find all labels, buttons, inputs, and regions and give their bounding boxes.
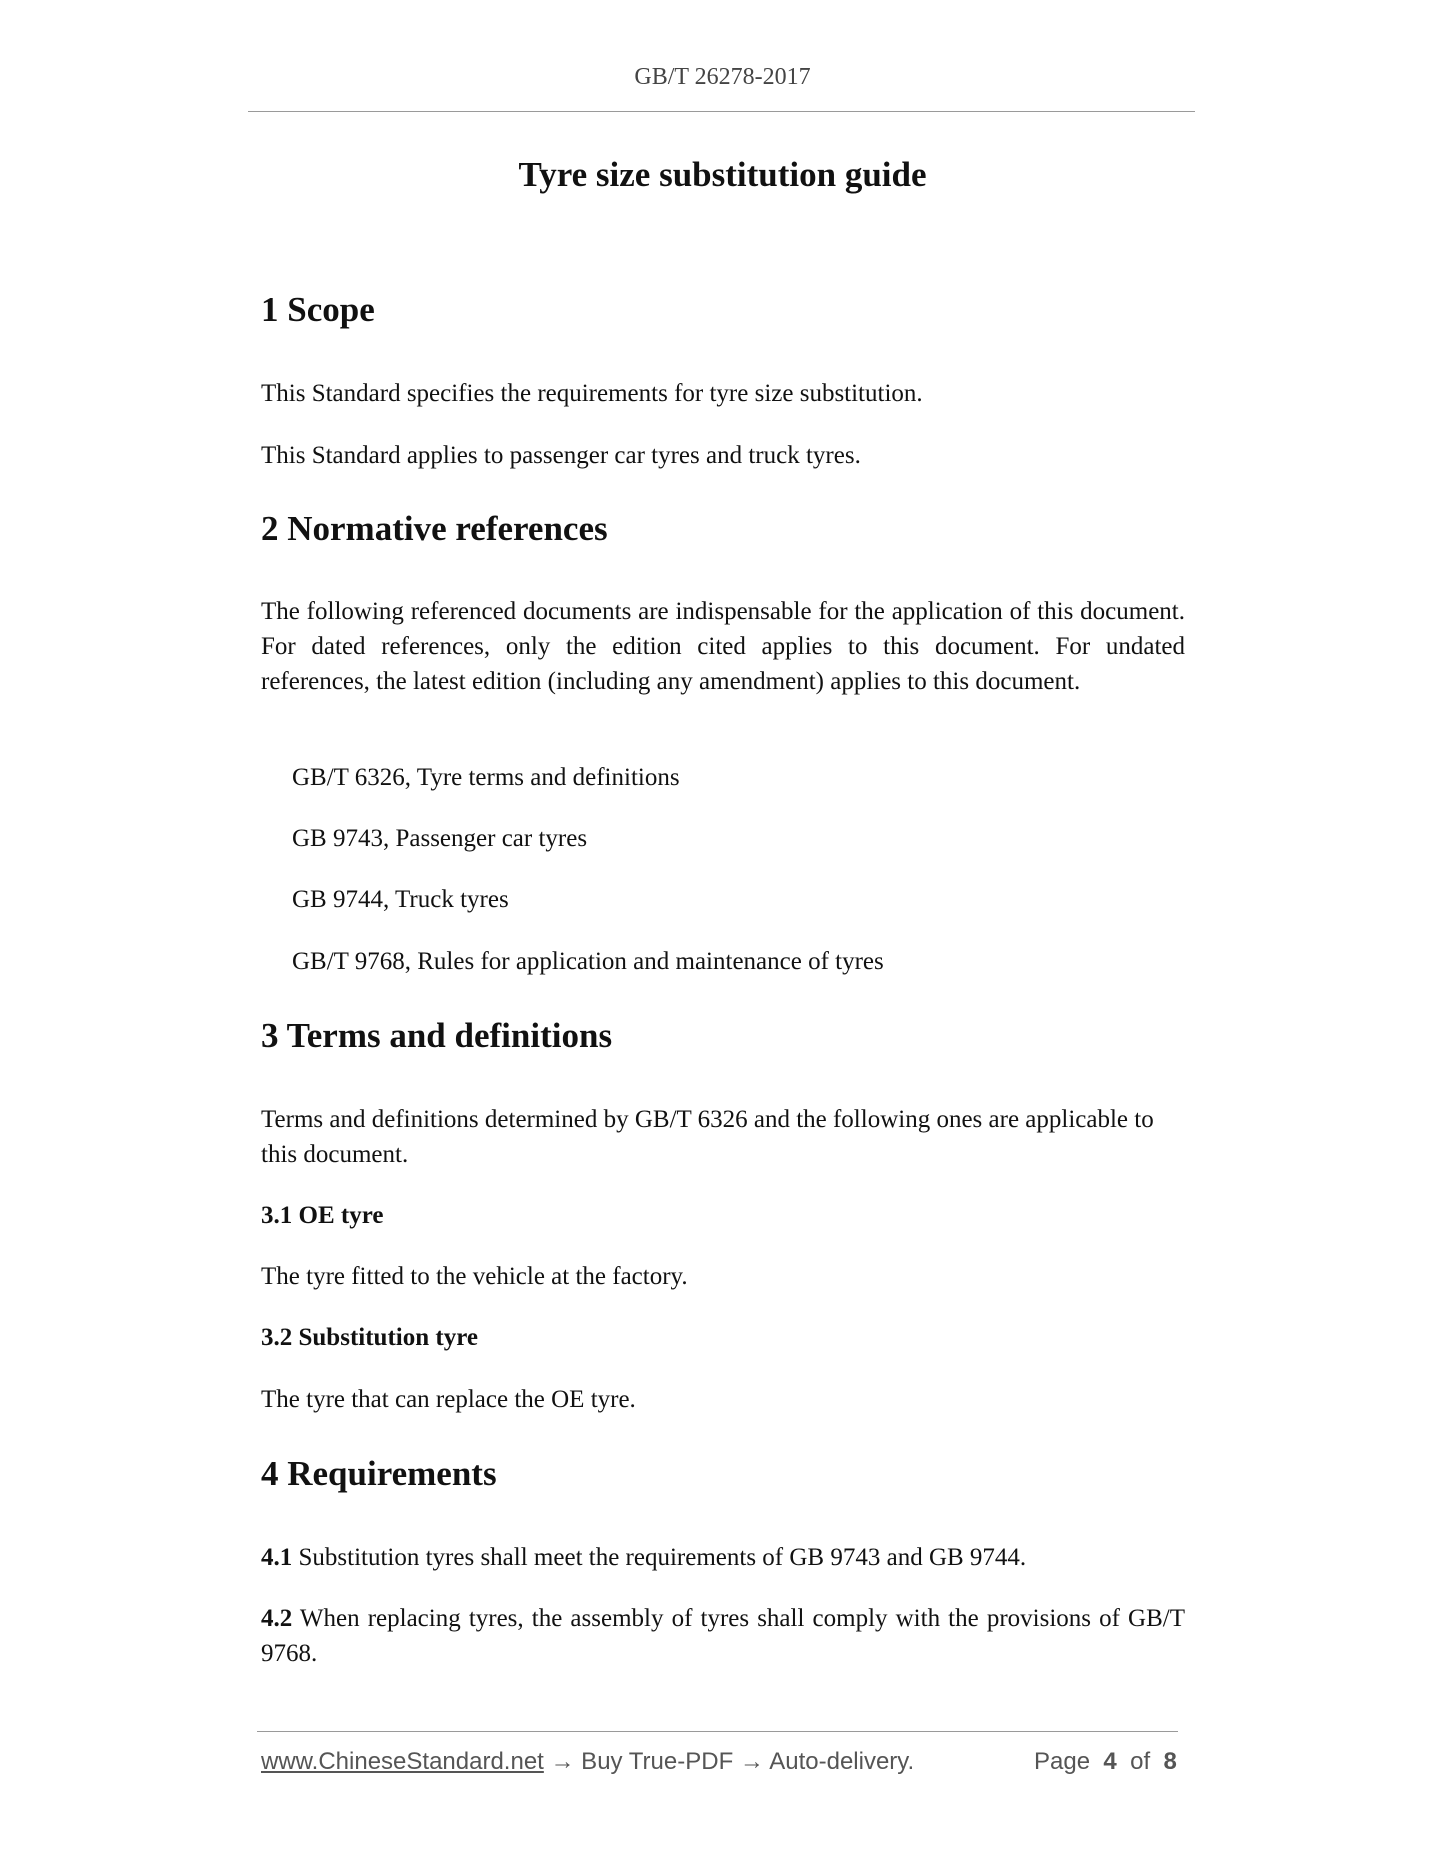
page-indicator — [1034, 1748, 1177, 1776]
reference-item: GB 9744, Truck tyres — [292, 886, 509, 913]
section-heading-scope: 1 Scope — [261, 290, 375, 329]
reference-item: GB/T 6326, Tyre terms and definitions — [292, 764, 680, 791]
reference-item: GB/T 9768, Rules for application and maintenance of tyres — [292, 948, 884, 975]
website-link[interactable]: www.ChineseStandard.net — [261, 1748, 544, 1775]
requirement-4-1 — [261, 1540, 1185, 1575]
requirement-number: 4.1 — [261, 1544, 293, 1571]
term-definition-substitution-tyre: The tyre that can replace the OE tyre. — [261, 1386, 636, 1413]
section-heading-requirements: 4 Requirements — [261, 1454, 497, 1493]
requirement-4-2 — [261, 1601, 1185, 1671]
scope-paragraph-2: This Standard applies to passenger car tyres and truck tyres. — [261, 442, 861, 469]
header-divider — [248, 111, 1195, 112]
current-page-number: 4 — [1103, 1748, 1117, 1775]
term-heading-substitution-tyre: 3.2 Substitution tyre — [261, 1324, 478, 1351]
page-label: Page — [1034, 1748, 1091, 1775]
total-page-number: 8 — [1163, 1748, 1177, 1775]
section-heading-terms-definitions: 3 Terms and definitions — [261, 1016, 613, 1055]
footer-promo — [261, 1748, 914, 1776]
section-heading-normative-references: 2 Normative references — [261, 509, 608, 548]
scope-paragraph-1: This Standard specifies the requirements for tyre size substitution. — [261, 380, 923, 407]
reference-item: GB 9743, Passenger car tyres — [292, 825, 588, 852]
page-of-label: of — [1130, 1748, 1151, 1775]
document-id-header: GB/T 26278-2017 — [634, 64, 811, 90]
requirement-number: 4.2 — [261, 1605, 293, 1632]
requirement-text: Substitution tyres shall meet the requirements of GB 9743 and GB 9744. — [298, 1544, 1027, 1571]
document-title: Tyre size substitution guide — [518, 155, 927, 194]
term-heading-oe-tyre: 3.1 OE tyre — [261, 1202, 384, 1229]
term-definition-oe-tyre: The tyre fitted to the vehicle at the factory. — [261, 1263, 688, 1290]
terms-intro-paragraph: Terms and definitions determined by GB/T 6326 and the following ones are applicable to this document. — [261, 1106, 1154, 1168]
footer-promo-text: → Buy True-PDF → Auto-delivery. — [550, 1748, 915, 1775]
requirement-text: When replacing tyres, the assembly of tyres shall comply with the provisions of GB/T 9768. — [261, 1605, 1185, 1667]
normative-intro-paragraph: The following referenced documents are indispensable for the application of this document. For dated references, only the edition cited applies to this document. For undated references, the latest edition (including any amendment) applies to this document. — [261, 598, 1185, 695]
footer-divider — [257, 1731, 1178, 1732]
